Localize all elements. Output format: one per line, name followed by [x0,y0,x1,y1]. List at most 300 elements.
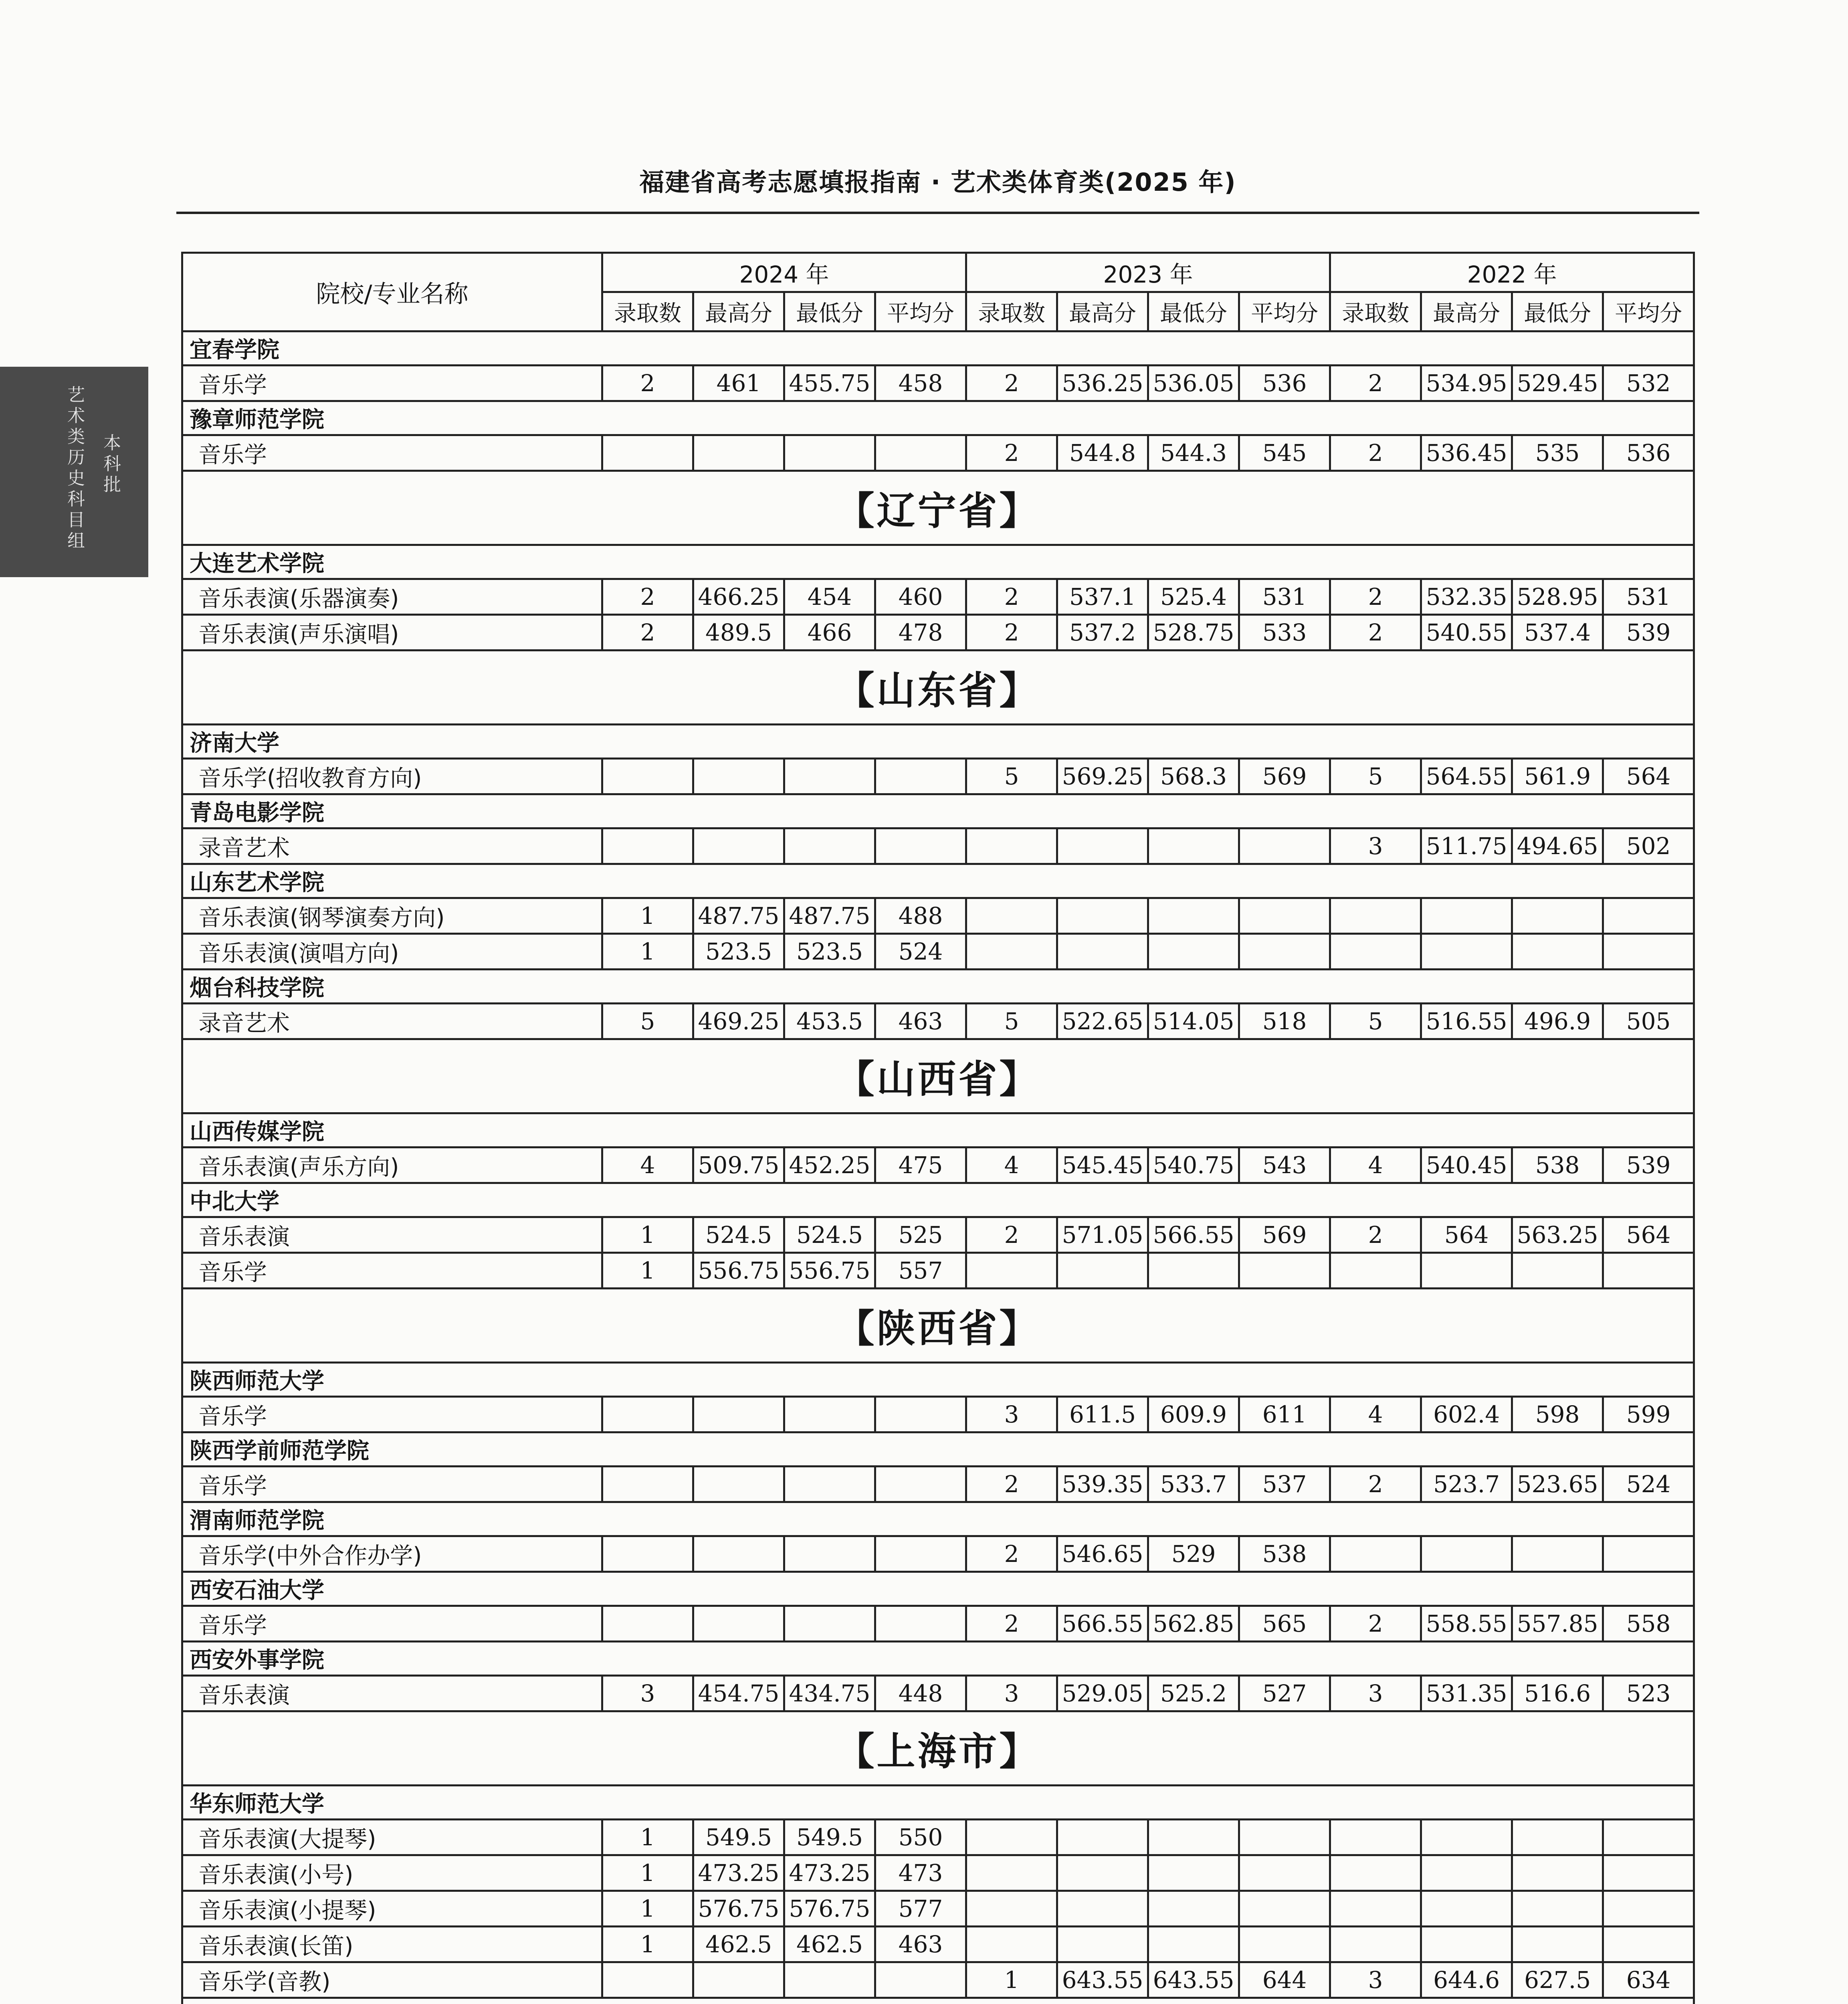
score-cell: 511.75 [1421,828,1512,864]
school-row [182,1113,1694,1147]
school-name: 陕西学前师范学院 [182,1432,1694,1467]
school-name: 中北大学 [182,1183,1694,1217]
school-row [182,864,1694,898]
metric-header: 录取数 [602,292,693,331]
score-cell: 536.45 [1421,435,1512,471]
table-body [182,331,1694,2004]
table-row [182,1467,1694,1502]
score-cell: 2 [1330,1217,1421,1253]
score-cell: 561.9 [1512,759,1603,794]
major-name: 音乐学(中外合作办学) [182,1536,602,1572]
score-cell: 5 [966,1004,1057,1039]
region-heading: 【陕西省】 [182,1289,1694,1363]
score-cell [693,828,784,864]
score-cell [1239,828,1330,864]
score-cell: 469.25 [693,1004,784,1039]
score-cell: 546.65 [1057,1536,1148,1572]
score-cell [784,1536,875,1572]
year-header-2022: 2022 年 [1330,253,1694,292]
major-name: 音乐表演 [182,1217,602,1253]
metric-header: 录取数 [1330,292,1421,331]
score-cell: 473.25 [784,1855,875,1891]
score-cell [1057,828,1148,864]
score-cell [1512,934,1603,970]
score-cell: 1 [602,1253,693,1289]
score-cell: 532 [1603,366,1694,401]
school-row [182,1502,1694,1536]
score-cell [1239,1820,1330,1855]
score-cell: 2 [602,615,693,650]
school-name: 宜春学院 [182,331,1694,366]
score-cell: 496.9 [1512,1004,1603,1039]
major-name: 音乐表演(声乐演唱) [182,615,602,650]
score-cell [602,1606,693,1642]
major-name: 音乐表演 [182,1676,602,1711]
score-cell: 525.2 [1148,1676,1239,1711]
region-row [182,650,1694,725]
school-name: 山西传媒学院 [182,1113,1694,1147]
score-cell [875,759,966,794]
score-cell: 2 [1330,1467,1421,1502]
score-cell [966,934,1057,970]
major-name: 音乐表演(小号) [182,1855,602,1891]
score-cell: 569 [1239,759,1330,794]
score-cell: 489.5 [693,615,784,650]
year-header-2023: 2023 年 [966,253,1330,292]
score-cell: 2 [966,1606,1057,1642]
score-cell: 460 [875,579,966,615]
score-cell: 562.85 [1148,1606,1239,1642]
score-cell: 3 [1330,828,1421,864]
score-cell: 455.75 [784,366,875,401]
score-cell: 557 [875,1253,966,1289]
table-row [182,898,1694,934]
score-cell: 3 [966,1397,1057,1432]
score-cell: 525.4 [1148,579,1239,615]
score-cell: 576.75 [784,1891,875,1927]
region-heading: 【山西省】 [182,1039,1694,1113]
score-cell: 525 [875,1217,966,1253]
score-cell [1603,934,1694,970]
score-cell [875,1962,966,1998]
score-cell [602,1467,693,1502]
score-cell: 4 [602,1147,693,1183]
score-cell: 524.5 [784,1217,875,1253]
score-cell: 2 [966,1467,1057,1502]
score-cell [1057,934,1148,970]
score-cell: 2 [966,435,1057,471]
major-name: 音乐学 [182,366,602,401]
score-cell: 473 [875,1855,966,1891]
score-cell: 3 [1330,1962,1421,1998]
score-cell: 549.5 [693,1820,784,1855]
score-cell [1603,1536,1694,1572]
score-cell: 563.25 [1512,1217,1603,1253]
table-row [182,1536,1694,1572]
major-name: 音乐表演(钢琴演奏方向) [182,898,602,934]
score-cell [1421,1820,1512,1855]
score-cell [1330,1253,1421,1289]
score-cell: 532.35 [1421,579,1512,615]
score-cell: 502 [1603,828,1694,864]
score-cell [875,435,966,471]
school-row [182,1363,1694,1397]
score-cell [602,1397,693,1432]
metric-header: 最高分 [1057,292,1148,331]
score-cell: 4 [966,1147,1057,1183]
score-cell: 523.5 [784,934,875,970]
side-tab [0,367,148,577]
school-name: 青岛电影学院 [182,794,1694,828]
table-row [182,1962,1694,1998]
metric-header: 最低分 [784,292,875,331]
score-cell: 564 [1421,1217,1512,1253]
score-cell [1057,1927,1148,1962]
school-name: 豫章师范学院 [182,401,1694,435]
major-name: 音乐学 [182,1606,602,1642]
score-cell: 537.4 [1512,615,1603,650]
score-cell: 536.05 [1148,366,1239,401]
score-cell [1603,898,1694,934]
score-cell: 557.85 [1512,1606,1603,1642]
score-cell: 598 [1512,1397,1603,1432]
score-cell: 2 [1330,435,1421,471]
score-cell [1421,1253,1512,1289]
header-rule [176,212,1699,214]
school-name: 华东师范大学 [182,1786,1694,1820]
score-cell: 540.45 [1421,1147,1512,1183]
score-cell: 5 [966,759,1057,794]
metric-header: 平均分 [875,292,966,331]
school-row [182,1786,1694,1820]
score-cell [1148,828,1239,864]
score-cell: 529.45 [1512,366,1603,401]
table-row [182,366,1694,401]
score-cell [966,1855,1057,1891]
score-cell [693,435,784,471]
score-cell: 1 [602,934,693,970]
score-cell: 539 [1603,615,1694,650]
score-cell: 643.55 [1148,1962,1239,1998]
score-cell [966,828,1057,864]
region-row [182,1711,1694,1786]
school-name [182,1998,1694,2004]
score-cell: 2 [1330,579,1421,615]
score-cell: 611.5 [1057,1397,1148,1432]
table-row [182,1676,1694,1711]
score-cell: 4 [1330,1147,1421,1183]
score-cell: 568.3 [1148,759,1239,794]
score-cell: 514.05 [1148,1004,1239,1039]
major-name: 录音艺术 [182,1004,602,1039]
score-cell [1239,934,1330,970]
score-cell: 536 [1239,366,1330,401]
score-cell: 539.35 [1057,1467,1148,1502]
table-row [182,1891,1694,1927]
score-cell: 516.55 [1421,1004,1512,1039]
score-cell [1421,1536,1512,1572]
score-cell: 556.75 [693,1253,784,1289]
score-cell: 565 [1239,1606,1330,1642]
school-row [182,1572,1694,1606]
score-cell: 545.45 [1057,1147,1148,1183]
score-cell: 569 [1239,1217,1330,1253]
score-cell: 543 [1239,1147,1330,1183]
score-cell [1148,934,1239,970]
score-cell: 478 [875,615,966,650]
table-row [182,934,1694,970]
score-cell: 462.5 [784,1927,875,1962]
score-cell: 643.55 [1057,1962,1148,1998]
score-cell [966,898,1057,934]
table-row [182,615,1694,650]
school-row [182,794,1694,828]
score-cell [1239,1253,1330,1289]
score-cell [602,1536,693,1572]
score-cell: 531 [1239,579,1330,615]
score-cell [1330,1855,1421,1891]
score-cell [693,1397,784,1432]
major-name: 音乐学(招收教育方向) [182,759,602,794]
score-cell: 458 [875,366,966,401]
score-cell: 564.55 [1421,759,1512,794]
score-cell [1057,1820,1148,1855]
score-cell: 462.5 [693,1927,784,1962]
score-cell: 2 [1330,366,1421,401]
major-name: 音乐表演(长笛) [182,1927,602,1962]
score-cell: 453.5 [784,1004,875,1039]
school-name: 烟台科技学院 [182,970,1694,1004]
score-cell: 466.25 [693,579,784,615]
score-cell: 611 [1239,1397,1330,1432]
region-heading: 【山东省】 [182,650,1694,725]
score-cell [1421,934,1512,970]
score-cell: 533 [1239,615,1330,650]
school-name: 大连艺术学院 [182,545,1694,579]
score-cell: 534.95 [1421,366,1512,401]
major-name: 音乐表演(声乐方向) [182,1147,602,1183]
school-row [182,725,1694,759]
region-heading: 【辽宁省】 [182,471,1694,545]
table-row [182,435,1694,471]
score-cell: 461 [693,366,784,401]
score-cell [1512,1891,1603,1927]
score-cell: 2 [1330,615,1421,650]
score-cell: 544.3 [1148,435,1239,471]
score-cell [1057,1253,1148,1289]
score-cell: 576.75 [693,1891,784,1927]
score-cell: 634 [1603,1962,1694,1998]
score-cell: 488 [875,898,966,934]
table-row [182,1004,1694,1039]
score-cell [784,1606,875,1642]
score-cell: 528.95 [1512,579,1603,615]
school-name: 陕西师范大学 [182,1363,1694,1397]
score-cell: 505 [1603,1004,1694,1039]
score-cell [1512,1855,1603,1891]
score-cell [1330,898,1421,934]
score-cell: 569.25 [1057,759,1148,794]
score-cell [784,1467,875,1502]
score-cell: 2 [1330,1606,1421,1642]
score-cell [602,435,693,471]
score-cell: 537.2 [1057,615,1148,650]
score-cell [1148,1820,1239,1855]
school-row [182,1432,1694,1467]
score-cell [1512,1927,1603,1962]
score-cell: 571.05 [1057,1217,1148,1253]
score-cell: 475 [875,1147,966,1183]
score-cell [966,1820,1057,1855]
score-cell: 522.65 [1057,1004,1148,1039]
table-row [182,1147,1694,1183]
region-heading: 【上海市】 [182,1711,1694,1786]
school-name: 渭南师范学院 [182,1502,1694,1536]
side-tab-batch: 本科批 [103,433,121,495]
score-cell: 540.75 [1148,1147,1239,1183]
score-cell: 539 [1603,1147,1694,1183]
score-cell: 466 [784,615,875,650]
school-name: 西安石油大学 [182,1572,1694,1606]
score-cell [1239,1855,1330,1891]
score-cell [1057,1855,1148,1891]
metric-header: 最低分 [1512,292,1603,331]
score-cell: 2 [966,1536,1057,1572]
score-cell [1421,1927,1512,1962]
score-cell: 3 [966,1676,1057,1711]
score-cell: 533.7 [1148,1467,1239,1502]
score-cell: 454 [784,579,875,615]
metric-header: 最高分 [1421,292,1512,331]
score-cell: 516.6 [1512,1676,1603,1711]
school-row [182,401,1694,435]
table-row [182,759,1694,794]
school-name: 西安外事学院 [182,1642,1694,1676]
score-cell: 1 [602,898,693,934]
score-cell: 3 [602,1676,693,1711]
score-cell: 1 [966,1962,1057,1998]
score-cell: 536 [1603,435,1694,471]
score-cell: 523.7 [1421,1467,1512,1502]
score-cell: 3 [1330,1676,1421,1711]
score-cell [693,1536,784,1572]
table-row [182,1927,1694,1962]
score-cell: 538 [1239,1536,1330,1572]
score-cell [1421,1891,1512,1927]
score-cell [1603,1891,1694,1927]
table-row [182,579,1694,615]
score-cell: 5 [602,1004,693,1039]
score-cell: 454.75 [693,1676,784,1711]
year-header-2024: 2024 年 [602,253,966,292]
score-cell: 4 [1330,1397,1421,1432]
major-name: 音乐表演(乐器演奏) [182,579,602,615]
school-row [182,331,1694,366]
score-cell [1330,1536,1421,1572]
score-cell [875,1467,966,1502]
score-cell: 2 [602,579,693,615]
major-name: 录音艺术 [182,828,602,864]
score-cell [1603,1927,1694,1962]
score-cell [1148,1891,1239,1927]
score-cell: 537 [1239,1467,1330,1502]
major-name: 音乐学(音教) [182,1962,602,1998]
score-cell [1148,1253,1239,1289]
score-cell [1512,1253,1603,1289]
score-cell: 609.9 [1148,1397,1239,1432]
score-cell: 523.65 [1512,1467,1603,1502]
school-name: 山东艺术学院 [182,864,1694,898]
score-cell: 509.75 [693,1147,784,1183]
table-row [182,1606,1694,1642]
score-cell [875,1536,966,1572]
score-cell: 1 [602,1820,693,1855]
score-cell [875,828,966,864]
score-cell [1057,1891,1148,1927]
score-cell: 5 [1330,1004,1421,1039]
score-cell [602,828,693,864]
score-cell [875,1397,966,1432]
score-cell: 1 [602,1927,693,1962]
score-cell: 523.5 [693,934,784,970]
score-cell [1421,898,1512,934]
score-cell: 524 [875,934,966,970]
score-cell [693,1606,784,1642]
score-cell: 529.05 [1057,1676,1148,1711]
score-cell [784,1397,875,1432]
score-cell: 518 [1239,1004,1330,1039]
score-cell [1239,898,1330,934]
score-cell: 527 [1239,1676,1330,1711]
score-cell: 2 [966,366,1057,401]
score-cell [1148,1927,1239,1962]
table-row [182,828,1694,864]
score-cell: 463 [875,1004,966,1039]
region-row [182,1289,1694,1363]
score-cell: 2 [602,366,693,401]
score-cell: 544.8 [1057,435,1148,471]
score-cell [784,759,875,794]
score-cell: 558 [1603,1606,1694,1642]
score-cell [966,1253,1057,1289]
score-cell: 564 [1603,759,1694,794]
score-cell [1421,1855,1512,1891]
score-cell: 644.6 [1421,1962,1512,1998]
score-cell: 1 [602,1855,693,1891]
score-cell: 434.75 [784,1676,875,1711]
score-cell: 487.75 [693,898,784,934]
score-cell [1330,1891,1421,1927]
school-row [182,1183,1694,1217]
table-row [182,1253,1694,1289]
score-cell: 538 [1512,1147,1603,1183]
major-name: 音乐表演(演唱方向) [182,934,602,970]
table-row [182,1217,1694,1253]
score-cell: 524.5 [693,1217,784,1253]
school-name: 济南大学 [182,725,1694,759]
score-cell [1603,1855,1694,1891]
score-cell: 528.75 [1148,615,1239,650]
metric-header: 最低分 [1148,292,1239,331]
metric-header: 录取数 [966,292,1057,331]
score-cell: 558.55 [1421,1606,1512,1642]
score-cell: 556.75 [784,1253,875,1289]
major-name: 音乐学 [182,435,602,471]
metric-header: 平均分 [1239,292,1330,331]
table-row [182,1820,1694,1855]
score-cell: 529 [1148,1536,1239,1572]
score-cell [602,1962,693,1998]
